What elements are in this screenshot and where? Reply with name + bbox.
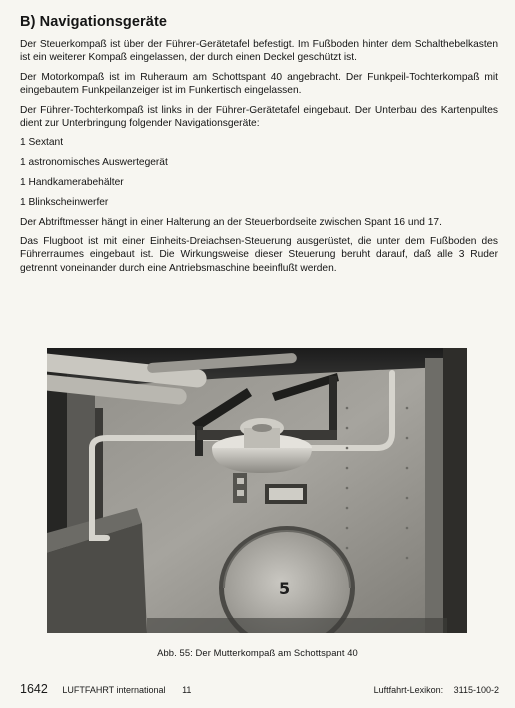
paragraph-abtriftmesser: Der Abtriftmesser hängt in einer Halterung an der Steuerbordseite zwischen Spant 16 und 17. <box>20 216 442 228</box>
issue-number: 11 <box>182 685 192 695</box>
compass-photo <box>47 348 467 633</box>
paragraph-motorkompass: Der Motorkompaß ist im Ruheraum am Schottspant 40 angebracht. Der Funkpeil-Tochterkompaß mit eingebautem Funkpeilanzeiger ist im Funkertisch eingelassen. <box>20 71 498 96</box>
figure-caption: Abb. 55: Der Mutterkompaß am Schottspant 40 <box>157 647 358 658</box>
lexikon-code: 3115-100-2 <box>453 685 499 695</box>
list-item: 1 astronomisches Auswertegerät <box>20 157 168 169</box>
footer-right <box>374 685 499 695</box>
list-item: 1 Handkamerabehälter <box>20 176 124 188</box>
list-item: 1 Sextant <box>20 137 64 149</box>
list-item: 1 Blinkscheinwerfer <box>20 196 109 208</box>
paragraph-tochterkompass: Der Führer-Tochterkompaß ist links in der Führer-Gerätetafel eingebaut. Der Unterbau des Kartenpultes dient zur Unterbringung folgender Navigationsgeräte: <box>20 104 498 129</box>
hatch-number: 5 <box>279 579 291 598</box>
lexikon-label: Luftfahrt-Lexikon: <box>373 685 444 695</box>
paragraph-steuerung: Das Flugboot ist mit einer Einheits-Dreiachsen-Steuerung ausgerüstet, die unter dem Fußboden des Führerraumes eingebaut ist. Die Wirkungsweise dieser Steuerung beruht darauf, daß alle 3 Ruder getrennt voneinander durch eine Antriebsmaschine beeinflußt werden. <box>20 236 498 274</box>
magazine-name: LUFTFAHRT international <box>62 685 166 695</box>
footer-left <box>20 682 191 696</box>
section-heading: B) Navigationsgeräte <box>20 14 168 30</box>
paragraph-steuerkompass: Der Steuerkompaß ist über der Führer-Gerätetafel befestigt. Im Fußboden hinter dem Schalthebelkasten ist ein weiterer Kompaß eingelassen, der durch einen Deckel geschützt ist. <box>20 39 498 64</box>
body-text <box>20 38 498 281</box>
page-number: 1642 <box>20 682 48 696</box>
